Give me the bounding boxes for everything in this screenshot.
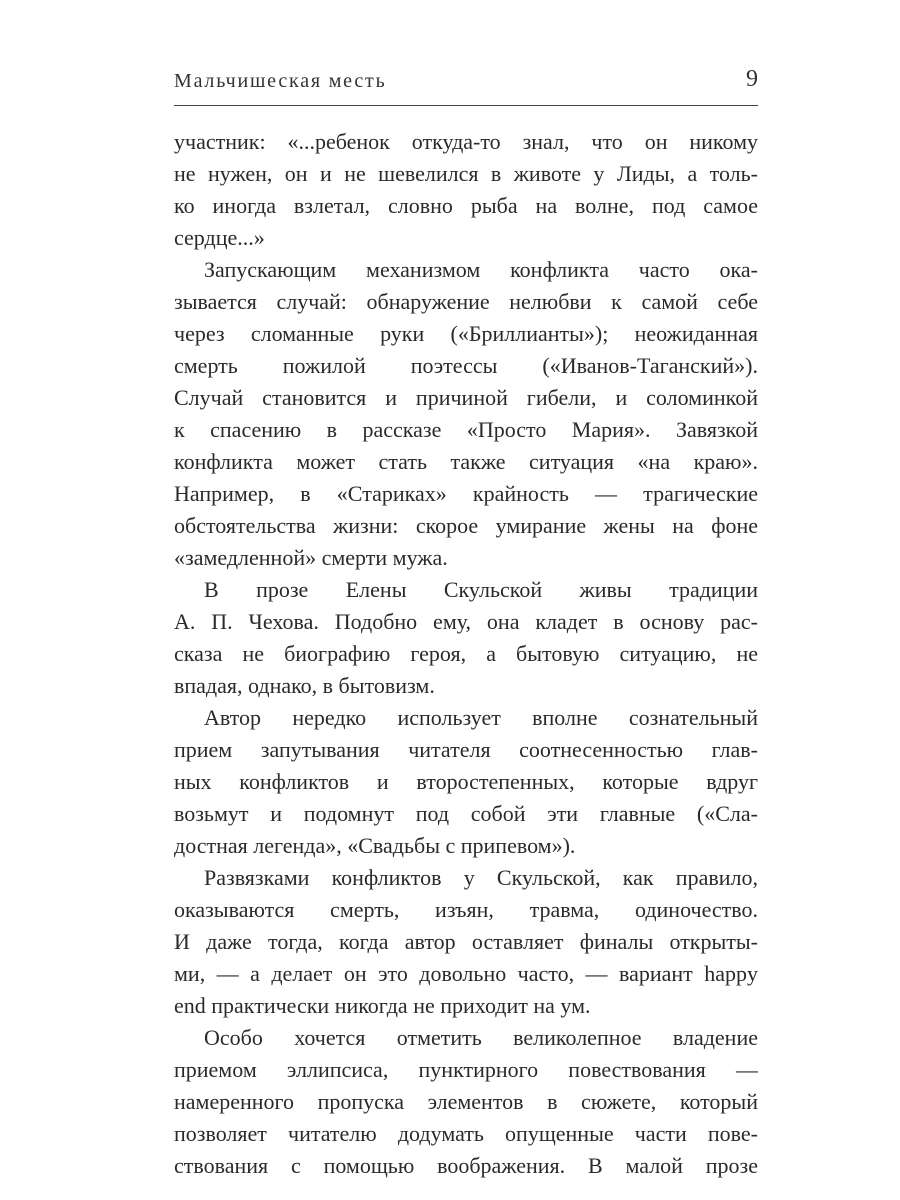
- text-line: прием запутывания читателя соотнесенностью глав-: [174, 737, 758, 762]
- page-number: 9: [746, 66, 758, 92]
- text-line: намеренного пропуска элементов в сюжете, который: [174, 1089, 758, 1114]
- text-line: А. П. Чехова. Подобно ему, она кладет в основу рас-: [174, 609, 758, 634]
- text-line: возьмут и подомнут под собой эти главные («Сла-: [174, 801, 758, 826]
- text-line: Случай становится и причиной гибели, и соломинкой: [174, 385, 758, 410]
- text-line: позволяет читателю додумать опущенные части пове-: [174, 1121, 758, 1146]
- text-line: ных конфликтов и второстепенных, которые вдруг: [174, 769, 758, 794]
- text-line: Автор нередко использует вполне сознательный: [204, 705, 758, 730]
- text-line: через сломанные руки («Бриллианты»); неожиданная: [174, 321, 758, 346]
- text-line: участник: «...ребенок откуда-то знал, что он никому: [174, 129, 758, 154]
- text-line: ствования с помощью воображения. В малой прозе: [174, 1153, 758, 1178]
- text-line: смерть пожилой поэтессы («Иванов-Таганский»).: [174, 353, 758, 378]
- text-line: В прозе Елены Скульской живы традиции: [204, 577, 758, 602]
- text-line: конфликта может стать также ситуация «на краю».: [174, 449, 758, 474]
- text-line: И даже тогда, когда автор оставляет финалы открыты-: [174, 929, 758, 954]
- text-line: ми, — а делает он это довольно часто, — вариант happy: [174, 961, 758, 986]
- text-line: Запускающим механизмом конфликта часто ока-: [204, 257, 758, 282]
- text-line: впадая, однако, в бытовизм.: [174, 673, 435, 698]
- text-line: не нужен, он и не шевелился в животе у Лиды, а толь-: [174, 161, 758, 186]
- body-text: [174, 126, 758, 1182]
- text-line: сердце...»: [174, 225, 265, 250]
- text-line: к спасению в рассказе «Просто Мария». Завязкой: [174, 417, 758, 442]
- header-rule: [174, 105, 758, 106]
- running-head-title: Мальчишеская месть: [174, 70, 387, 92]
- text-line: «замедленной» смерти мужа.: [174, 545, 448, 570]
- text-line: оказываются смерть, изъян, травма, одиночество.: [174, 897, 758, 922]
- text-line: зывается случай: обнаружение нелюбви к самой себе: [174, 289, 758, 314]
- text-line: приемом эллипсиса, пунктирного повествования —: [174, 1057, 758, 1082]
- text-line: Особо хочется отметить великолепное владение: [204, 1025, 758, 1050]
- text-line: end практически никогда не приходит на ум.: [174, 993, 591, 1018]
- text-line: ко иногда взлетал, словно рыба на волне, под самое: [174, 193, 758, 218]
- running-head: [174, 62, 758, 106]
- text-line: достная легенда», «Свадьбы с припевом»).: [174, 833, 576, 858]
- text-line: обстоятельства жизни: скорое умирание жены на фоне: [174, 513, 758, 538]
- text-line: Например, в «Стариках» крайность — трагические: [174, 481, 758, 506]
- text-line: Развязками конфликтов у Скульской, как правило,: [204, 865, 758, 890]
- text-line: сказа не биографию героя, а бытовую ситуацию, не: [174, 641, 758, 666]
